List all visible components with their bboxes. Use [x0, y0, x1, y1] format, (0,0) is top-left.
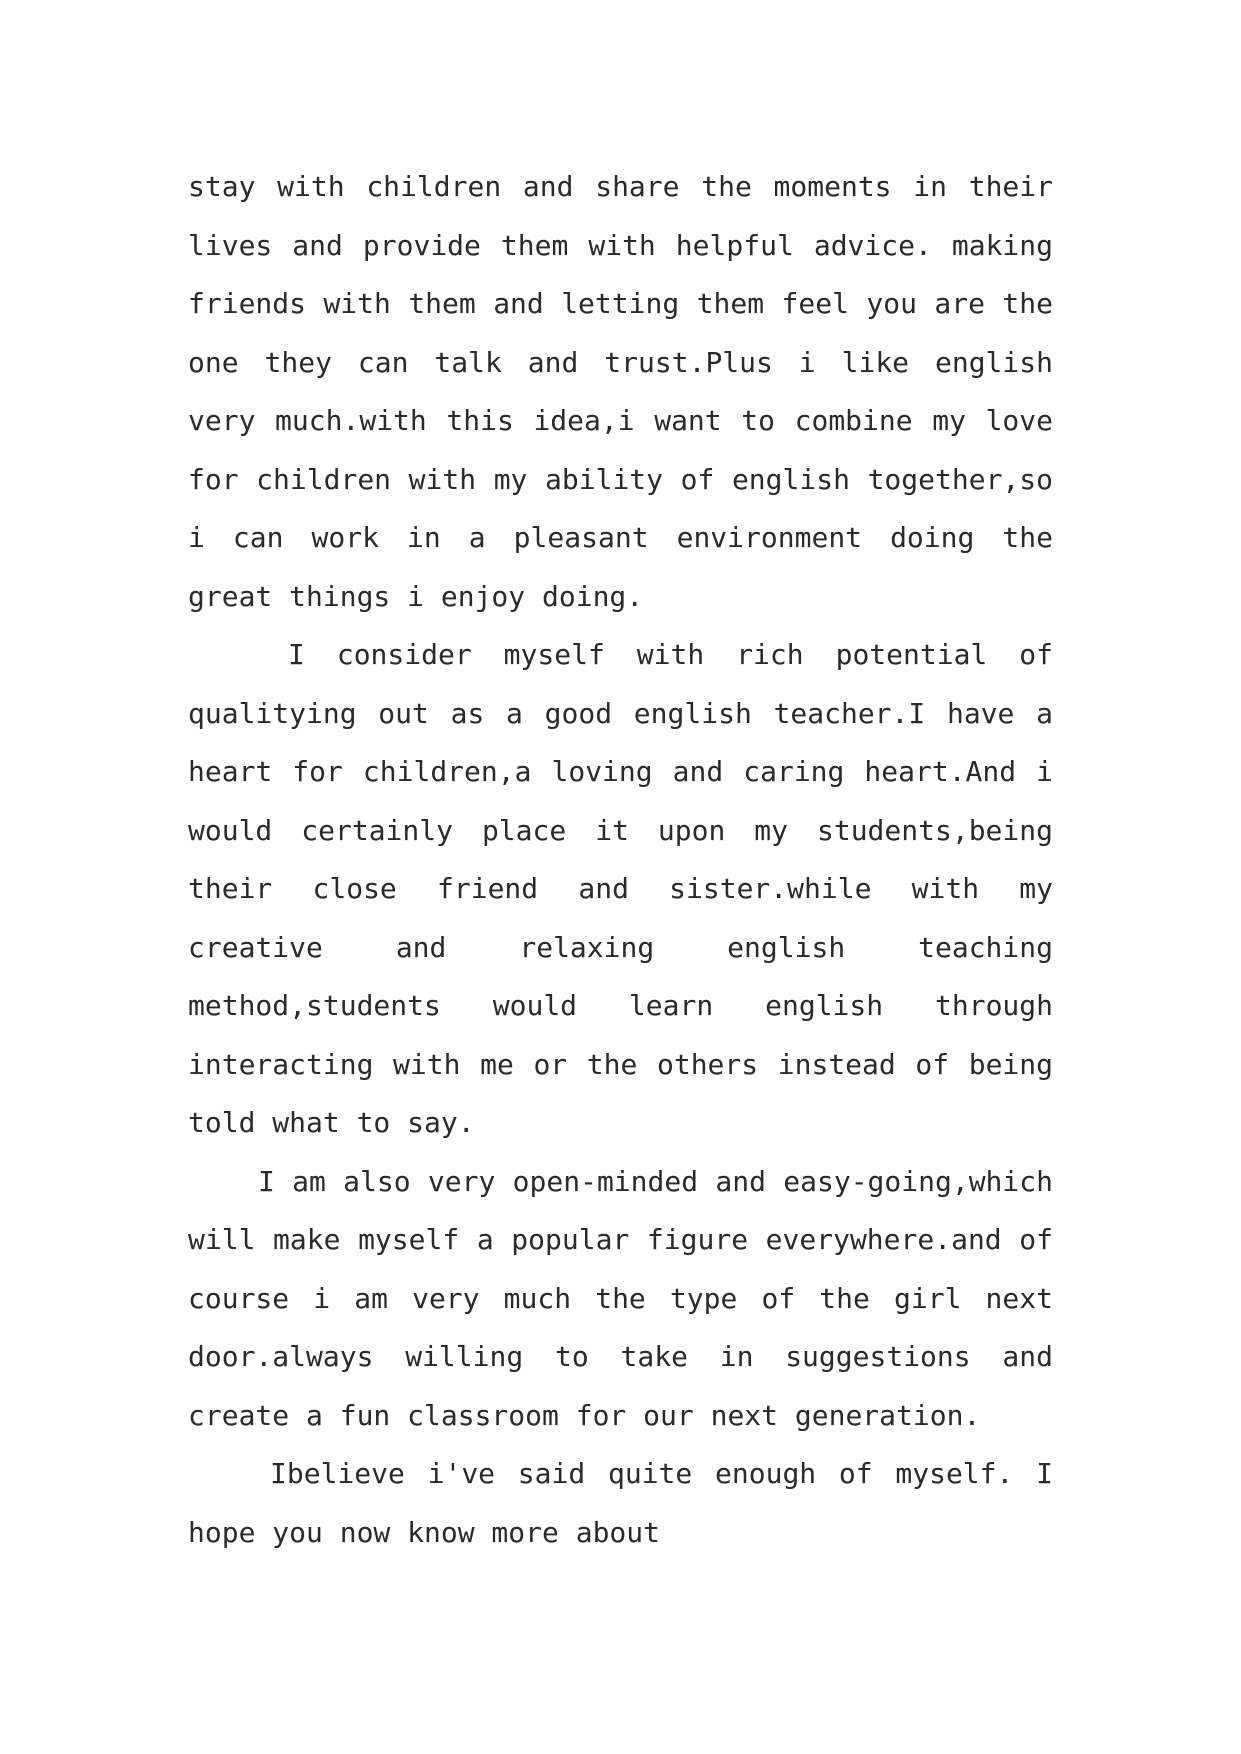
paragraph-2: [188, 626, 1053, 1153]
text-line: create a fun classroom for our next generation.: [188, 1398, 981, 1432]
text-line: I am also very open-minded and easy-going,which: [258, 1164, 1053, 1198]
document-body: [188, 158, 1053, 1562]
text-line: door.always willing to take in suggestions and: [188, 1340, 1053, 1373]
text-line: very much.with this idea,i want to combine my love: [188, 404, 1053, 437]
text-line: Ibelieve i've said quite enough of myself. I: [270, 1457, 1053, 1490]
text-line: course i am very much the type of the girl next: [188, 1281, 1053, 1315]
text-line: friends with them and letting them feel you are the: [188, 287, 1053, 320]
text-line: will make myself a popular figure everywhere.and of: [188, 1223, 1053, 1256]
text-line: method,students would learn english through: [188, 989, 1053, 1022]
text-line: qualitying out as a good english teacher.I have a: [188, 696, 1053, 730]
paragraph-1: [188, 158, 1053, 626]
text-line: told what to say.: [188, 1106, 475, 1139]
paragraph-4: [188, 1445, 1053, 1562]
text-line: would certainly place it upon my students,being: [188, 813, 1053, 847]
text-line: great things i enjoy doing.: [188, 579, 644, 613]
text-line: interacting with me or the others instead of being: [188, 1047, 1053, 1081]
text-line: I consider myself with rich potential of: [288, 638, 1053, 671]
text-line: heart for children,a loving and caring heart.And i: [188, 755, 1053, 788]
text-line: i can work in a pleasant environment doing the: [188, 521, 1053, 554]
text-line: stay with children and share the moments in their: [188, 170, 1053, 203]
text-line: hope you now know more about: [188, 1515, 661, 1549]
text-line: one they can talk and trust.Plus i like english: [188, 345, 1053, 379]
text-line: creative and relaxing english teaching: [188, 930, 1053, 964]
text-line: for children with my ability of english together,so: [188, 462, 1053, 496]
text-line: their close friend and sister.while with my: [188, 872, 1053, 905]
text-line: lives and provide them with helpful advice. making: [188, 228, 1053, 262]
paragraph-3: [188, 1153, 1053, 1446]
